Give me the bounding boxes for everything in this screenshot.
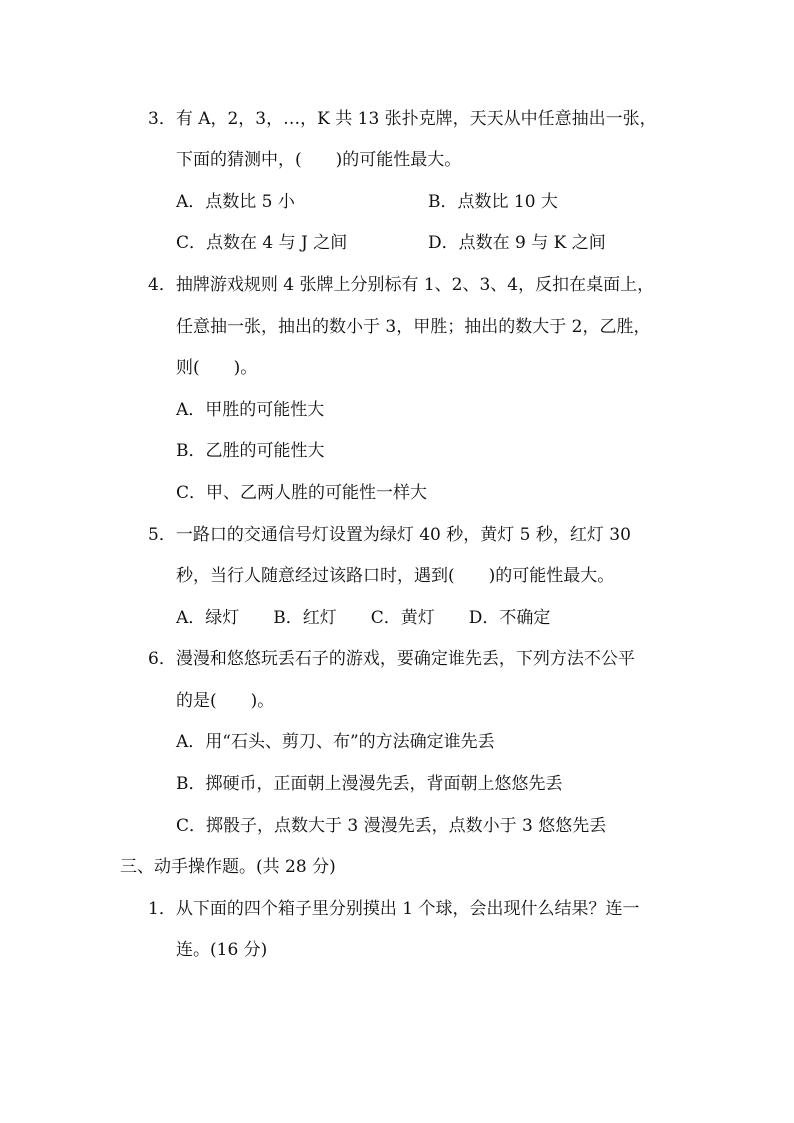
q3-line1: 3．有 A，2，3，…，K 共 13 张扑克牌，天天从中任意抽出一张， bbox=[148, 109, 657, 129]
q6-option-c: C．掷骰子，点数大于 3 漫漫先丢，点数小于 3 悠悠先丢 bbox=[176, 816, 607, 836]
q6-line2: 的是( )。 bbox=[176, 691, 275, 711]
q6-line1: 6．漫漫和悠悠玩丢石子的游戏，要确定谁先丢，下列方法不公平 bbox=[148, 649, 635, 669]
section3-q1-line1: 1．从下面的四个箱子里分别摸出 1 个球，会出现什么结果？连一 bbox=[148, 899, 640, 919]
q4-line1: 4．抽牌游戏规则 4 张牌上分别标有 1、2、3、4，反扣在桌面上， bbox=[148, 275, 655, 295]
q6-option-a: A．用“石头、剪刀、布”的方法确定谁先丢 bbox=[176, 732, 495, 752]
q5-options: A．绿灯 B．红灯 C．黄灯 D．不确定 bbox=[176, 608, 551, 628]
q5-line2: 秒，当行人随意经过该路口时，遇到( )的可能性最大。 bbox=[176, 566, 615, 586]
q4-line3: 则( )。 bbox=[176, 358, 258, 378]
q3-option-a: A．点数比 5 小 bbox=[176, 192, 295, 212]
section3-q1-line2: 连。(16 分) bbox=[176, 940, 268, 960]
q4-option-a: A．甲胜的可能性大 bbox=[176, 400, 325, 420]
q4-option-b: B．乙胜的可能性大 bbox=[176, 441, 325, 461]
q3-option-b: B．点数比 10 大 bbox=[428, 192, 558, 212]
section3-title: 三、动手操作题。(共 28 分) bbox=[120, 857, 336, 877]
q5-line1: 5．一路口的交通信号灯设置为绿灯 40 秒，黄灯 5 秒，红灯 30 bbox=[148, 525, 631, 545]
q3-option-d: D．点数在 9 与 K 之间 bbox=[428, 233, 606, 253]
q4-option-c: C．甲、乙两人胜的可能性一样大 bbox=[176, 483, 428, 503]
q3-line2: 下面的猜测中，( )的可能性最大。 bbox=[176, 150, 462, 170]
q4-line2: 任意抽一张，抽出的数小于 3，甲胜；抽出的数大于 2，乙胜， bbox=[176, 317, 651, 337]
q6-option-b: B．掷硬币，正面朝上漫漫先丢，背面朝上悠悠先丢 bbox=[176, 774, 563, 794]
q3-option-c: C．点数在 4 与 J 之间 bbox=[176, 233, 348, 253]
